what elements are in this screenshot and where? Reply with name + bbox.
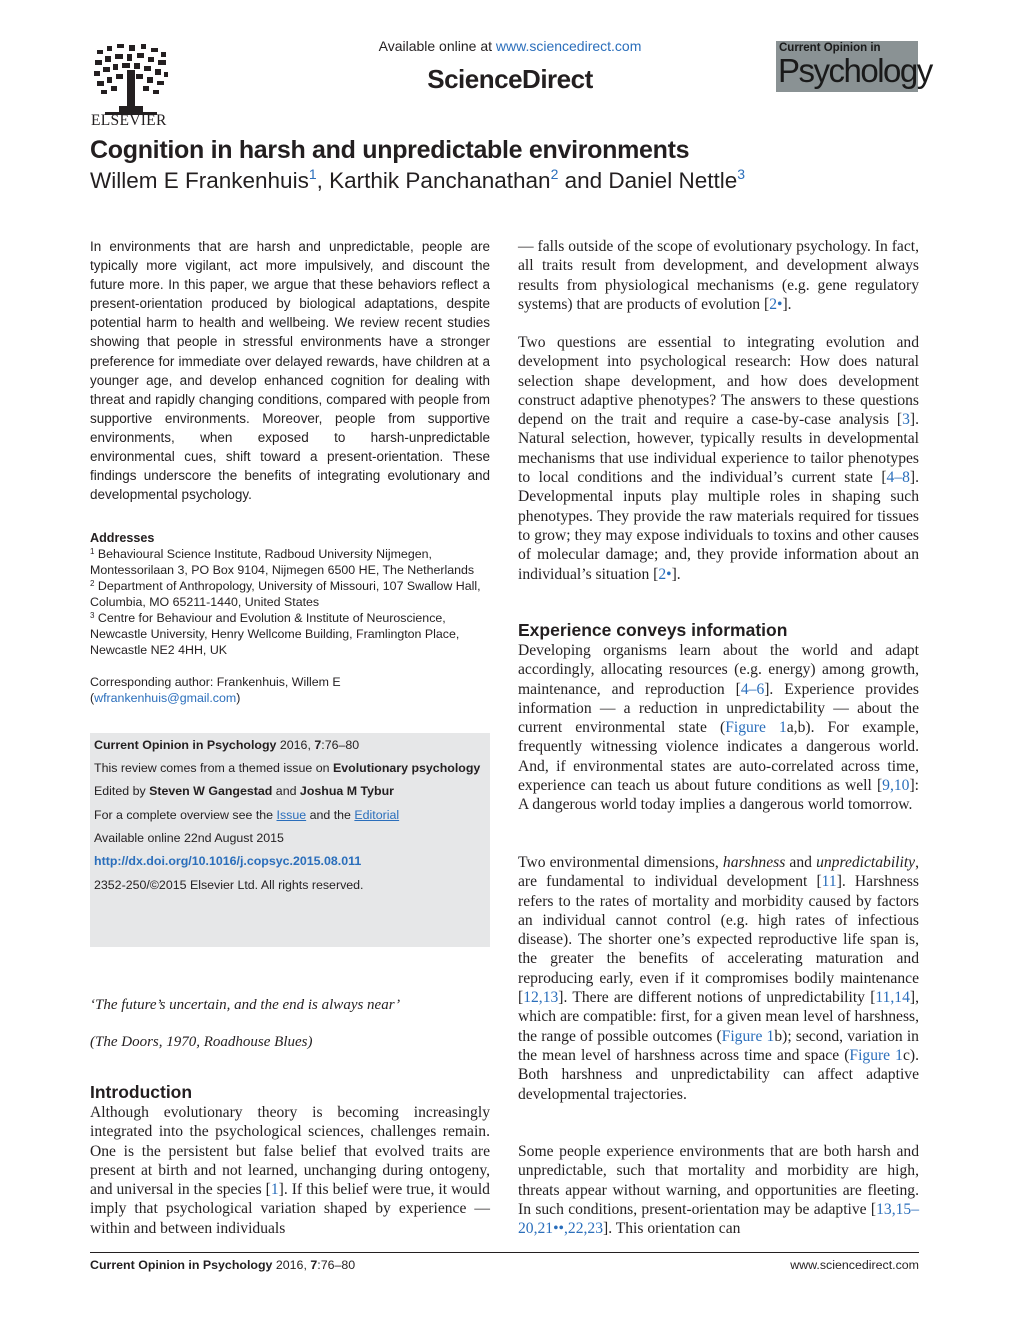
- info-themed-issue: [94, 761, 480, 775]
- citation-link[interactable]: 2•: [658, 565, 672, 583]
- addresses-heading: Addresses: [90, 531, 155, 545]
- journal-logo-main: Psychology: [778, 52, 932, 89]
- address-text: Department of Anthropology, University of Missouri, 107 Swallow Hall, Columbia, MO 65211-1440, United States: [90, 579, 481, 609]
- intro-text-b: . If this belief were true, it would imply that psychological variation shaped by experience — within and between individuals: [90, 1181, 490, 1237]
- text-segment: ]. Harshness refers to the rates of mortality and morbidity caused by factors an individual cannot control (e.g. high rates of infectious disease). The shorter one’s expected reproductive life span is, the greater the benefits of accelerating maturation and reproducing early, even if it compromises bodily maintenance [: [518, 873, 919, 1007]
- article-info-box: [90, 733, 490, 947]
- text-segment: Two environmental dimensions,: [518, 854, 723, 871]
- text-segment: ]: A dangerous world today implies a dangerous world tomorrow.: [518, 777, 919, 814]
- author-separator: ,: [316, 168, 330, 193]
- article-title: Cognition in harsh and unpredictable environments: [90, 136, 690, 164]
- footer-volume: 7: [310, 1258, 318, 1272]
- info-available: Available online 22nd August 2015: [94, 831, 284, 845]
- text-segment: and: [785, 854, 817, 871]
- text-segment: ].: [782, 295, 792, 313]
- info-editor: Joshua M Tybur: [299, 784, 395, 798]
- epigraph-source: (The Doors, 1970, Roadhouse Blues): [90, 1034, 313, 1050]
- text-segment: Two questions are essential to integrating evolution and development into psychological research: How does natural selection shape development, and how does development construct adaptive phenotypes? The answers to these questions depend on the trait and require a case-by-case analysis [: [518, 334, 919, 429]
- footer-citation: [90, 1258, 355, 1272]
- citation-link[interactable]: 11,14: [875, 989, 910, 1007]
- sciencedirect-link[interactable]: www.sciencedirect.com: [495, 38, 642, 54]
- text-segment: ]. Experience provides information — a reduction in unpredictability — about the current environmental state (: [518, 680, 919, 737]
- info-themed-name: Evolutionary psychology: [332, 761, 481, 775]
- corresponding-email-line: (wfrankenhuis@gmail.com): [90, 691, 241, 705]
- emphasis-term: unpredictability: [816, 854, 916, 871]
- address-item: [90, 546, 490, 578]
- text-segment: c). Both harshness and unpredictability can affect adaptive developmental trajectories.: [518, 1046, 919, 1103]
- author-affiliation[interactable]: 2: [550, 166, 559, 182]
- address-item: [90, 578, 490, 610]
- figure-link[interactable]: Figure 1: [849, 1046, 903, 1064]
- text-segment: ]. Developmental inputs play multiple roles in shaping such phenotypes. They provide the raw materials required for tissues to grow; they may expose individuals to toxins and other causes of molecular damage; and, they provide information about an individual’s situation [: [518, 469, 919, 583]
- corresponding-email-link[interactable]: wfrankenhuis@gmail.com: [94, 691, 237, 705]
- experience-heading: Experience conveys information: [518, 620, 788, 640]
- text-segment: a,b). For example, frequently witnessing violence indicates a dangerous world. And, if environmental states are auto-correlated across time, experience can teach us about future conditions as well [: [518, 719, 919, 795]
- text-segment: Developing organisms learn about the world and adapt accordingly, allocating resources (e.g. energy) among growth, maintenance, and reproduction [: [518, 642, 919, 698]
- author-separator: and: [558, 168, 609, 193]
- text-segment: — falls outside of the scope of evolutionary psychology. In fact, all traits result from development, and development always results from physiological mechanisms (e.g. gene regulatory systems) that are products of evolution [: [518, 238, 919, 313]
- introduction-heading: Introduction: [90, 1082, 193, 1102]
- address-number: 1: [90, 547, 95, 556]
- citation-link[interactable]: 13,15–20,21••,22,23: [518, 1200, 919, 1238]
- text-segment: ], which are compatible: first, for a given mean level of harshness, the range of possible outcomes (: [518, 989, 919, 1045]
- intro-text-a: Although evolutionary theory is becoming increasingly integrated into the psychological sciences, challenges remain. One is the persistent but false belief that evolved traits are present at birth and not learned, unchanging during ontogeny, and universal in the species: [90, 1104, 490, 1199]
- info-themed-label: This review comes from a themed issue on: [94, 761, 333, 775]
- emphasis-term: harshness: [722, 854, 786, 871]
- text-segment: ]. This orientation can: [603, 1220, 741, 1238]
- journal-logo: [776, 41, 932, 92]
- addresses: [90, 530, 490, 658]
- doi-link[interactable]: http://dx.doi.org/10.1016/j.copsyc.2015.08.011: [94, 854, 362, 868]
- info-pages: :76–80: [321, 738, 360, 752]
- text-segment: Some people experience environments that are both harsh and unpredictable, such that mortality and morbidity are high, threats appear without warning, and opportunities are fleeting. In such conditions, present-orientation may be adaptive [: [518, 1143, 919, 1218]
- figure-link[interactable]: Figure 1: [725, 719, 787, 737]
- corresponding-author: [90, 674, 490, 706]
- citation-link[interactable]: 11: [821, 873, 837, 891]
- body-paragraph: [518, 333, 919, 584]
- figure-link[interactable]: Figure 1: [721, 1027, 775, 1045]
- body-paragraph: [518, 853, 919, 1104]
- text-segment: ].: [671, 565, 681, 583]
- footer-pages: :76–80: [317, 1258, 356, 1272]
- address-number: 2: [90, 579, 95, 588]
- introduction-paragraph: Although evolutionary theory is becoming increasingly integrated into the psychological sciences, challenges remain. One is the persistent but false belief that evolved traits are present at birth and not learned, unchanging during ontogeny, and universal in the species [1]. If this belief were true, it would imply that psychological variation shaped by experience — within and between individuals: [90, 1104, 490, 1237]
- info-overview: [94, 808, 399, 822]
- citation-link[interactable]: 4–8: [886, 469, 910, 487]
- body-paragraph: [518, 641, 919, 815]
- abstract: In environments that are harsh and unpredictable, people are typically more vigilant, act more impulsively, and discount the future more. In this paper, we argue that these behaviors reflect a present-orientation produced by biological adaptations, despite potential harm to health and wellbeing. We review recent studies showing that people in stressful environments have a stronger preference for immediate over delayed rewards, have children at a younger age, and develop enhanced cognition for dealing with threat and rapidly changing conditions, compared with people from supportive environments. Moreover, people from supportive environments, when exposed to harsh-unpredictable environmental cues, shift toward a present-orientation. These findings underscore the benefits of integrating evolutionary and developmental psychology.: [90, 239, 490, 503]
- issue-link[interactable]: Issue: [276, 808, 307, 822]
- address-text: Centre for Behaviour and Evolution & Institute of Neuroscience, Newcastle University, Henry Wellcome Building, Framlington Place, Newcastle NE2 4HH, UK: [90, 611, 460, 657]
- info-editor: Steven W Gangestad: [149, 784, 273, 798]
- text-segment: ]. There are different notions of unpredictability [: [558, 989, 876, 1007]
- body-paragraph: [518, 237, 919, 314]
- info-overview-label: For a complete overview see the: [94, 808, 277, 822]
- info-volume: 7: [314, 738, 322, 752]
- citation-link[interactable]: 9,10: [882, 777, 910, 795]
- address-number: 3: [90, 611, 95, 620]
- citation-link[interactable]: 12,13: [523, 989, 559, 1007]
- author-name: Karthik Panchanathan: [329, 168, 551, 193]
- info-overview-and: and the: [306, 808, 355, 822]
- corresponding-author-label: Corresponding author: Frankenhuis, Willem E: [90, 675, 341, 689]
- info-edited-and: and: [272, 784, 300, 798]
- address-text: Behavioural Science Institute, Radboud University Nijmegen, Montessorilaan 3, PO Box 9104, Nijmegen 6500 HE, The Netherlands: [90, 547, 475, 577]
- publisher-name: ELSEVIER: [91, 112, 167, 129]
- author-affiliation[interactable]: 3: [737, 166, 746, 182]
- epigraph-quote: ‘The future’s uncertain, and the end is always near’: [90, 997, 401, 1013]
- author-list: [90, 168, 745, 194]
- footer-journal: Current Opinion in Psychology: [90, 1258, 273, 1272]
- citation-link[interactable]: 2•: [769, 295, 783, 313]
- info-copyright: 2352-250/©2015 Elsevier Ltd. All rights reserved.: [94, 878, 364, 892]
- text-segment: ]. Natural selection, however, typically results in developmental mechanisms that use individual experience to tailor phenotypes to local conditions and the individual’s current state [: [518, 411, 919, 487]
- journal-logo-top: Current Opinion in: [779, 42, 881, 54]
- citation-link[interactable]: 3: [902, 411, 910, 429]
- editorial-link[interactable]: Editorial: [354, 808, 400, 822]
- sciencedirect-brand: ScienceDirect: [427, 64, 593, 94]
- citation-link[interactable]: 1: [270, 1181, 279, 1199]
- info-editors: [94, 784, 394, 798]
- info-journal: Current Opinion in Psychology: [94, 738, 277, 752]
- text-segment: b); second, variation in the mean level of harshness across time and space (: [518, 1027, 919, 1064]
- text-segment: , are fundamental to individual development [: [518, 854, 919, 891]
- available-online-label: Available online at: [378, 38, 496, 54]
- info-citation: [94, 738, 359, 752]
- author-name: Willem E Frankenhuis: [90, 168, 309, 193]
- address-item: [90, 610, 490, 658]
- body-paragraph: [518, 1142, 919, 1238]
- footer-divider: [90, 1252, 919, 1253]
- citation-link[interactable]: 4–6: [740, 680, 765, 698]
- info-year: 2016,: [276, 738, 315, 752]
- footer-year: 2016,: [272, 1258, 311, 1272]
- author-affiliation[interactable]: 1: [308, 166, 317, 182]
- footer-site: www.sciencedirect.com: [790, 1258, 919, 1272]
- author-name: Daniel Nettle: [608, 168, 738, 193]
- info-edited-label: Edited by: [94, 784, 150, 798]
